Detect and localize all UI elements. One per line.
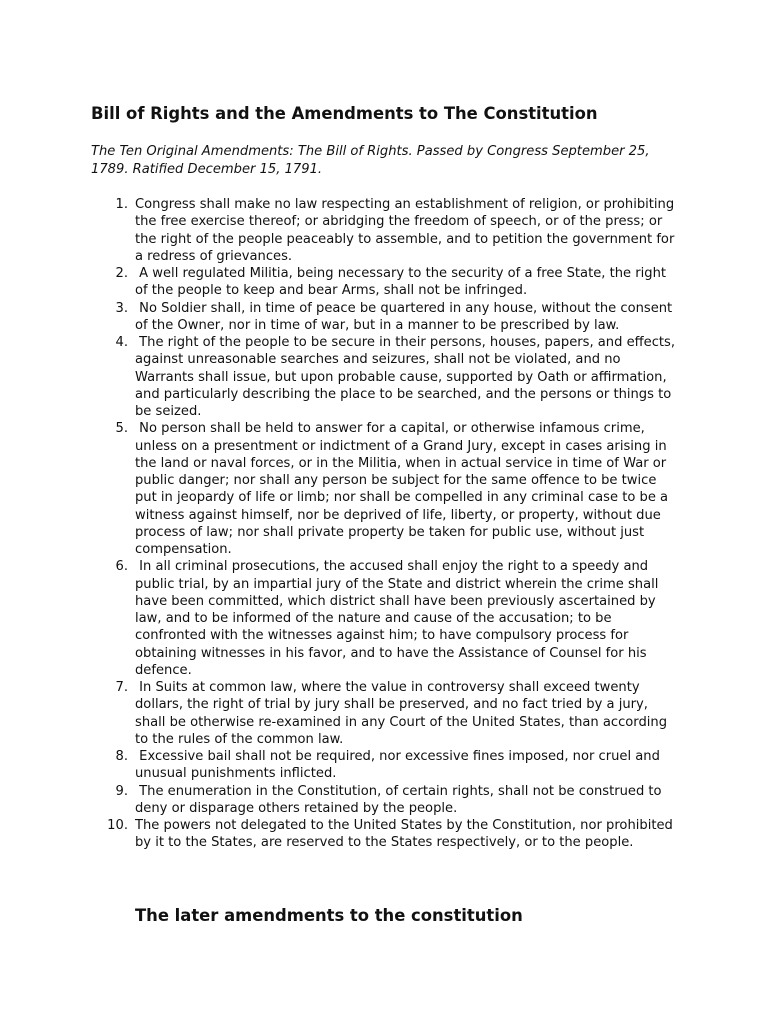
amendment-number: 10. <box>107 818 128 833</box>
later-amendments-heading: The later amendments to the constitution <box>135 906 523 925</box>
amendments-list <box>0 196 768 852</box>
amendment-number: 1. <box>115 197 128 212</box>
amendment-item <box>0 748 680 783</box>
amendment-item <box>0 558 680 679</box>
document-subtitle: The Ten Original Amendments: The Bill of Rights. Passed by Congress September 25, 1789. Ratified December 15, 1791. <box>91 144 650 177</box>
amendment-number: 8. <box>115 749 128 764</box>
amendment-number: 4. <box>115 335 128 350</box>
amendment-item <box>0 679 680 748</box>
amendment-item <box>0 334 680 420</box>
amendment-item <box>0 265 680 300</box>
amendment-number: 7. <box>115 680 128 695</box>
amendment-text: Excessive bail shall not be required, nor excessive fines imposed, nor cruel and unusual punishments inflicted. <box>135 749 665 782</box>
amendment-item <box>0 817 680 852</box>
amendment-text: The powers not delegated to the United States by the Constitution, nor prohibited by it to the States, are reserved to the States respectively, or to the people. <box>135 818 678 851</box>
amendment-number: 6. <box>115 559 128 575</box>
amendment-text: In Suits at common law, where the value in controversy shall exceed twenty dollars, the right of trial by jury shall be preserved, and no fact tried by a jury, shall be otherwise re-examined in any Court of the United States, than according to the rules of the common law. <box>135 680 672 747</box>
amendment-item <box>0 300 680 335</box>
amendment-text: The enumeration in the Constitution, of certain rights, shall not be construed to deny or disparage others retained by the people. <box>135 783 666 816</box>
amendment-item <box>0 420 680 558</box>
amendment-number: 9. <box>115 783 128 799</box>
amendment-text: No Soldier shall, in time of peace be quartered in any house, without the consent of the Owner, nor in time of war, but in a manner to be prescribed by law. <box>135 300 677 333</box>
amendment-number: 2. <box>115 266 128 281</box>
document-title: Bill of Rights and the Amendments to The Constitution <box>91 104 598 123</box>
amendment-item <box>0 196 680 265</box>
amendment-text: The right of the people to be secure in their persons, houses, papers, and effects, against unreasonable searches and seizures, shall not be violated, and no Warrants shall issue, but upon probable cause, supported by Oath or affirmation, and particularly describing the place to be searched, and the persons or things to be seized. <box>135 335 680 419</box>
amendment-text: In all criminal prosecutions, the accused shall enjoy the right to a speedy and public trial, by an impartial jury of the State and district wherein the crime shall have been committed, which district shall have been previously ascertained by law, and to be informed of the nature and cause of the accusation; to be confronted with the witnesses against him; to have compulsory process for obtaining witnesses in his favor, and to have the Assistance of Counsel for his defence. <box>135 559 663 678</box>
amendment-number: 3. <box>115 300 128 316</box>
amendment-number: 5. <box>115 421 128 437</box>
amendment-text: No person shall be held to answer for a capital, or otherwise infamous crime, unless on a presentment or indictment of a Grand Jury, except in cases arising in the land or naval forces, or in the Militia, when in actual service in time of War or public danger; nor shall any person be subject for the same offence to be twice put in jeopardy of life or limb; nor shall be compelled in any criminal case to be a witness against himself, nor be deprived of life, liberty, or property, without due process of law; nor shall private property be taken for public use, without just compensation. <box>135 421 673 557</box>
amendment-item <box>0 783 680 818</box>
amendment-text: Congress shall make no law respecting an establishment of religion, or prohibiting the free exercise thereof; or abridging the freedom of speech, or of the press; or the right of the people peaceably to assemble, and to petition the government for a redress of grievances. <box>135 197 679 264</box>
amendment-text: A well regulated Militia, being necessary to the security of a free State, the right of the people to keep and bear Arms, shall not be infringed. <box>135 266 671 299</box>
